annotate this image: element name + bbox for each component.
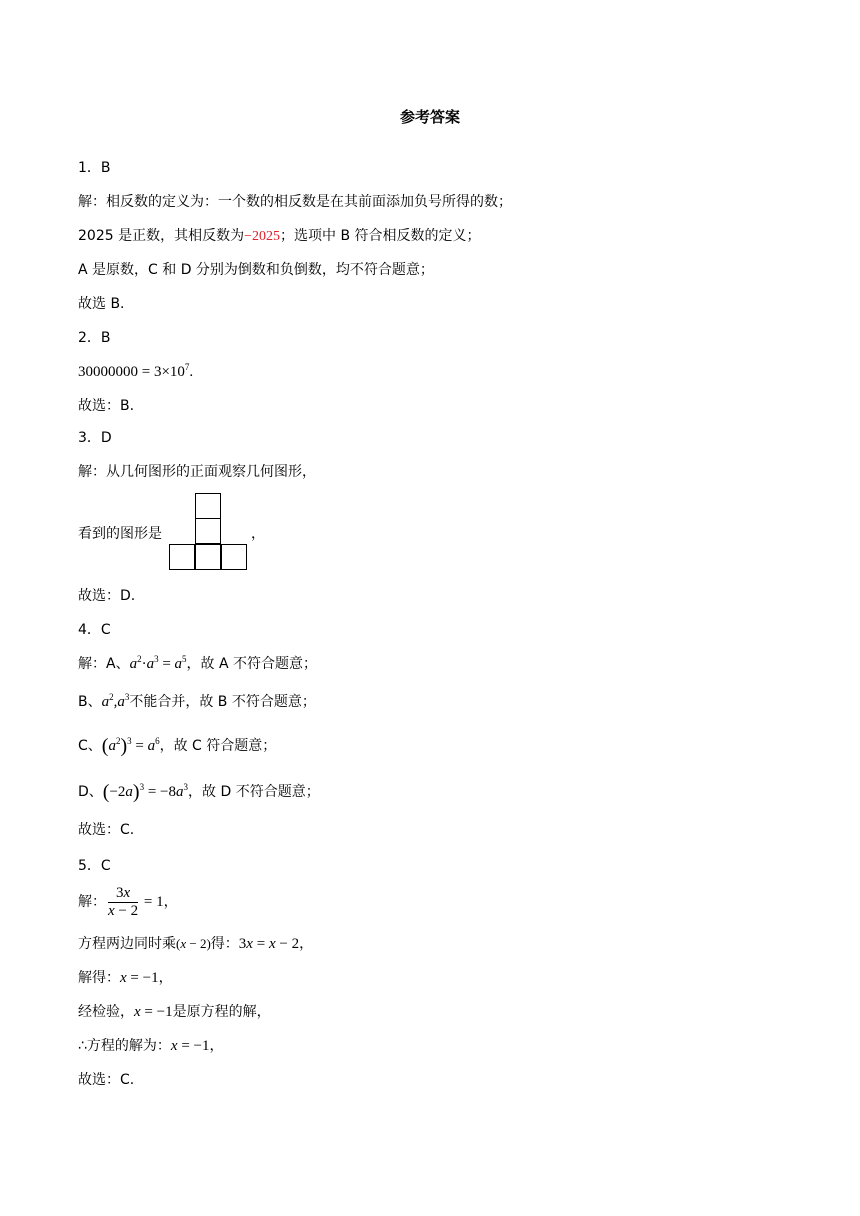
q1-line1: 解：相反数的定义为：一个数的相反数是在其前面添加负号所得的数； bbox=[78, 194, 512, 210]
q5-l4-end: 是原方程的解， bbox=[172, 1004, 271, 1020]
q4-d-result: ，故 D 不符合题意； bbox=[188, 784, 320, 800]
q5-label: 解： bbox=[78, 894, 106, 910]
q4-b-formula: $a^2,a^3$ bbox=[101, 692, 130, 710]
q5-check-value: x = −1 bbox=[134, 1004, 173, 1020]
q4-option-d bbox=[78, 782, 320, 802]
fraction-numerator: 3x bbox=[108, 885, 138, 903]
q4-b-result: 不能合并，故 B 不符合题意； bbox=[129, 694, 316, 710]
fraction-denominator: x − 2 bbox=[108, 902, 139, 919]
q4-a-formula: $a^2\cdot a^3 = a^5$ bbox=[129, 654, 187, 672]
q3-line2-end: ， bbox=[251, 526, 265, 542]
q5-conclusion: 故选：C. bbox=[78, 1072, 135, 1088]
q4-option-b bbox=[78, 692, 316, 712]
q1-line3: A 是原数，C 和 D 分别为倒数和负倒数，均不符合题意； bbox=[78, 262, 434, 278]
figure-cell-top bbox=[195, 493, 221, 519]
q5-multiplier: (x − 2) bbox=[176, 936, 211, 951]
q5-l4-pre: 经检验， bbox=[78, 1004, 134, 1020]
q3-line1: 解：从几何图形的正面观察几何图形， bbox=[78, 464, 316, 480]
q2-end: . bbox=[189, 364, 194, 380]
q5-l5-pre: ∴方程的解为： bbox=[78, 1038, 171, 1054]
q4-a-result: ，故 A 不符合题意； bbox=[186, 656, 318, 672]
q5-l5-end: ， bbox=[209, 1038, 224, 1054]
q5-solve bbox=[78, 968, 173, 988]
q5-l2-formula: 3x = x − 2 bbox=[238, 936, 300, 952]
q4-d-formula: $(-2a)^3 = -8a^3$ bbox=[102, 781, 189, 803]
q1-neg-value: −2025 bbox=[244, 229, 280, 244]
q5-multiply bbox=[78, 934, 313, 954]
q5-l3-end: ， bbox=[158, 970, 173, 986]
q4-c-formula: $(a^2)^3 = a^6$ bbox=[101, 735, 160, 757]
q5-therefore bbox=[78, 1036, 224, 1056]
q4-head: 4．C bbox=[78, 622, 111, 638]
figure-cell-middle bbox=[195, 518, 221, 544]
q5-l2-end: ， bbox=[299, 936, 314, 952]
q4-conclusion: 故选：C. bbox=[78, 822, 135, 838]
q4-c-result: ，故 C 符合题意； bbox=[159, 738, 277, 754]
q5-final-solution: x = −1 bbox=[170, 1038, 210, 1054]
q5-l3-pre: 解得： bbox=[78, 970, 120, 986]
q3-head: 3．D bbox=[78, 430, 112, 446]
q2-head: 2．B bbox=[78, 330, 111, 346]
q5-eq-rhs: = 1 bbox=[140, 894, 164, 910]
q2-eq: = 3×10 bbox=[138, 364, 185, 380]
q5-solution: x = −1 bbox=[120, 970, 159, 986]
figure-cell-bottom-left bbox=[169, 544, 195, 570]
figure-cell-bottom-right bbox=[221, 544, 247, 570]
q5-l2-mid: 得： bbox=[210, 936, 239, 952]
q5-l1-end: ， bbox=[163, 894, 178, 910]
q2-math bbox=[78, 362, 193, 382]
q4-b-label: B、 bbox=[78, 694, 102, 710]
q5-head: 5．C bbox=[78, 858, 111, 874]
q4-d-label: D、 bbox=[78, 784, 103, 800]
q1-head: 1．B bbox=[78, 160, 111, 176]
q4-option-a bbox=[78, 654, 317, 674]
page-title: 参考答案 bbox=[399, 108, 460, 126]
q5-fraction bbox=[108, 885, 138, 920]
q1-line2-a: 2025 是正数，其相反数为 bbox=[78, 228, 245, 244]
q1-line2-b: ；选项中 B 符合相反数的定义； bbox=[280, 228, 481, 244]
q3-conclusion: 故选：D. bbox=[78, 588, 136, 604]
q2-exp: 7 bbox=[184, 362, 190, 372]
q1-conclusion: 故选 B. bbox=[78, 296, 125, 312]
q2-conclusion: 故选：B. bbox=[78, 398, 135, 414]
q4-a-label: 解：A、 bbox=[78, 656, 130, 672]
q2-lhs: 30000000 bbox=[78, 364, 138, 380]
q4-c-label: C、 bbox=[78, 738, 102, 754]
q5-check bbox=[78, 1002, 271, 1022]
q5-l2-pre: 方程两边同时乘 bbox=[78, 936, 176, 952]
q5-equation bbox=[78, 882, 178, 922]
figure-cell-bottom-center bbox=[195, 544, 221, 570]
front-view-figure bbox=[169, 493, 249, 571]
q1-line2 bbox=[78, 226, 481, 247]
q3-line2: 看到的图形是 bbox=[78, 526, 162, 542]
q4-option-c bbox=[78, 736, 276, 756]
